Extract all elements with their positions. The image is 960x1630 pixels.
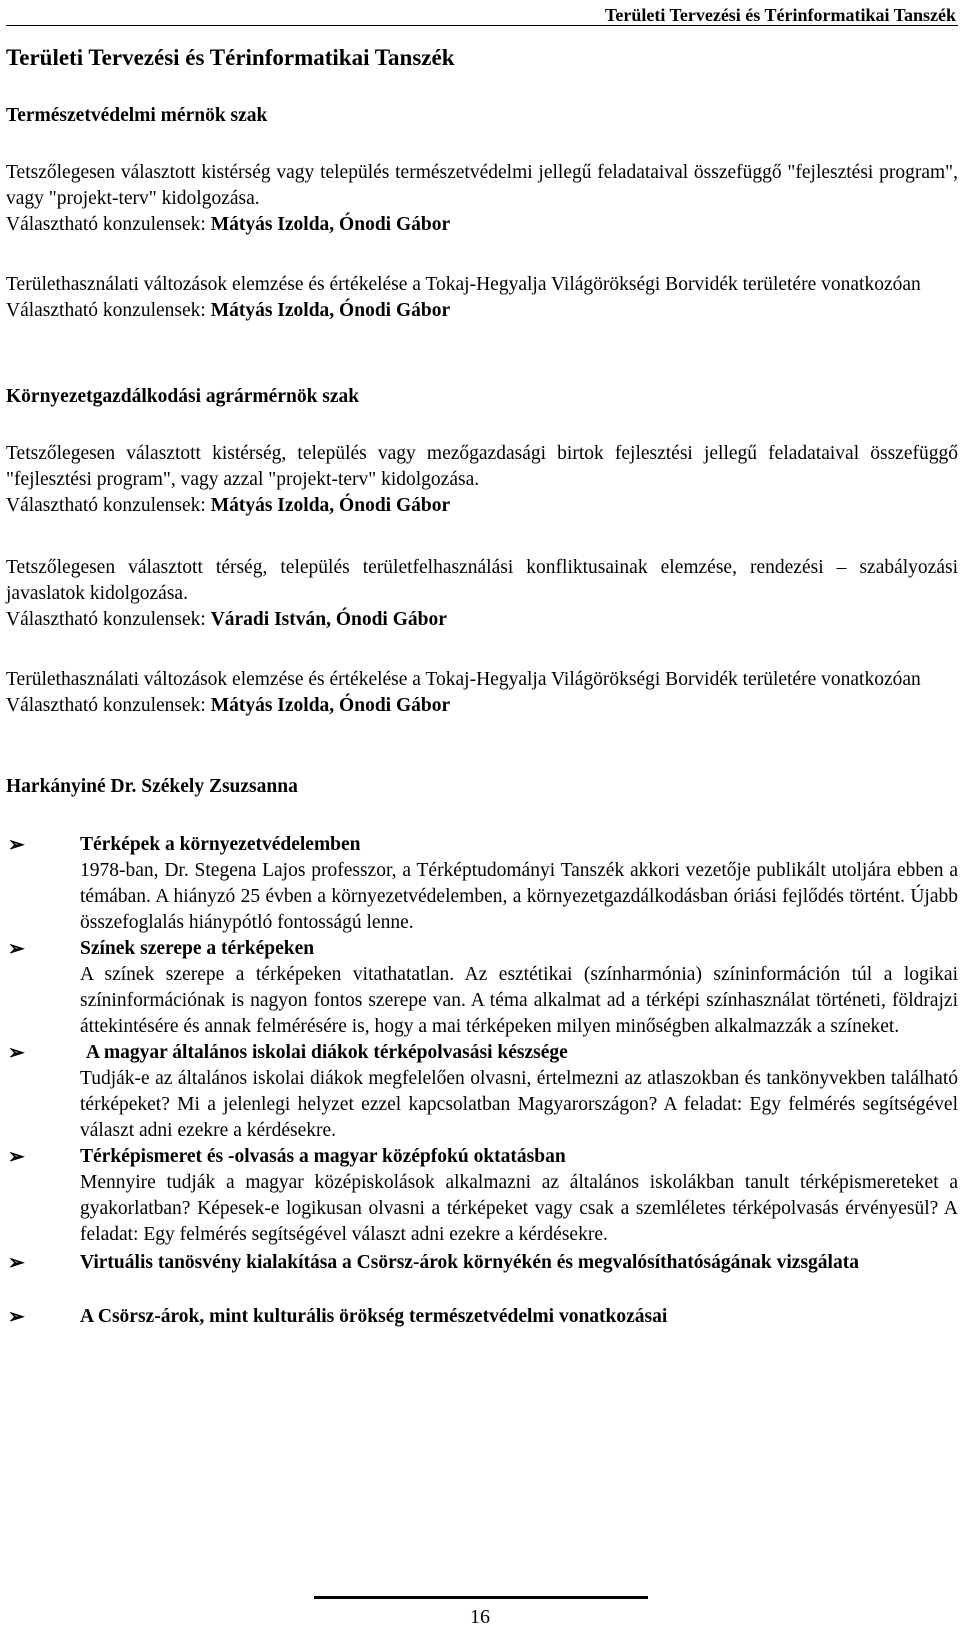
major-heading-1 xyxy=(6,103,958,129)
consultants-label: Választható konzulensek: xyxy=(6,695,211,716)
topic-text: Tetszőlegesen választott kistérség vagy település természetvédelmi jellegű feladataival összefüggő "fejlesztési program", vagy "projekt-terv" kidolgozása. xyxy=(6,162,958,209)
topic-text: Területhasználati változások elemzése és értékelése a Tokaj-Hegyalja Világörökségi Borvidék területére vonatkozóan xyxy=(6,669,921,690)
page-number: 16 xyxy=(470,1606,490,1628)
bullet-title: Virtuális tanösvény kialakítása a Csörsz-árok környékén és megvalósíthatóságának vizsgálata xyxy=(80,1252,859,1273)
consultants-line xyxy=(6,298,958,324)
topic-5 xyxy=(6,667,958,719)
arrow-bullet-icon: ➢ xyxy=(8,1252,25,1274)
consultants-names: Mátyás Izolda, Ónodi Gábor xyxy=(210,214,451,235)
arrow-bullet-icon: ➢ xyxy=(8,834,25,856)
major-heading-2 xyxy=(6,384,958,410)
consultants-names: Mátyás Izolda, Ónodi Gábor xyxy=(210,495,451,516)
bullet-title: Térképek a környezetvédelemben xyxy=(80,834,361,855)
bullet-item xyxy=(6,1040,958,1144)
consultants-label: Választható konzulensek: xyxy=(6,495,211,516)
bullet-item xyxy=(6,1304,958,1330)
consultants-label: Választható konzulensek: xyxy=(6,609,211,630)
bullet-body: A színek szerepe a térképeken vitathatatlan. Az esztétikai (színharmónia) színinformáción túl a logikai színinformációnak is nagyon fontos szerepe van. A téma alkalmat ad a térképi színhasználat történeti, földrajzi áttekintésére és annak felmérésére is, hogy a mai térképeken milyen minőségben alkalmazzák a színeket. xyxy=(80,964,958,1037)
arrow-bullet-icon: ➢ xyxy=(8,1042,25,1064)
running-header: Területi Tervezési és Térinformatikai Tanszék xyxy=(605,5,956,25)
bullet-item xyxy=(6,1144,958,1248)
bullet-body: 1978-ban, Dr. Stegena Lajos professzor, a Térképtudományi Tanszék akkori vezetője publikált utoljára ebben a témában. A hiányzó 25 évben a környezetvédelemben, a környezetgazdálkodásban óriási fejlődés történt. Újabb összefoglalás hiánypótló fontosságú lenne. xyxy=(80,860,958,933)
consultants-line xyxy=(6,493,958,519)
consultants-names: Mátyás Izolda, Ónodi Gábor xyxy=(210,695,451,716)
topic-3 xyxy=(6,441,958,519)
topic-bullet-list xyxy=(6,832,958,1330)
header-rule xyxy=(6,25,958,26)
bullet-item xyxy=(6,1250,958,1276)
topic-1 xyxy=(6,160,958,238)
consultants-line xyxy=(6,607,958,633)
consultants-label: Választható konzulensek: xyxy=(6,300,211,321)
consultants-line xyxy=(6,212,958,238)
topic-2 xyxy=(6,272,958,324)
bullet-title: A Csörsz-árok, mint kulturális örökség természetvédelmi vonatkozásai xyxy=(80,1306,668,1327)
footer-rule xyxy=(314,1596,648,1599)
person-heading: Harkányiné Dr. Székely Zsuzsanna xyxy=(6,776,298,797)
bullet-title: Térképismeret és -olvasás a magyar középfokú oktatásban xyxy=(80,1146,566,1167)
page-title: Területi Tervezési és Térinformatikai Tanszék xyxy=(6,45,455,70)
consultants-line xyxy=(6,693,958,719)
consultants-label: Választható konzulensek: xyxy=(6,214,211,235)
arrow-bullet-icon: ➢ xyxy=(8,1306,25,1328)
bullet-title: A magyar általános iskolai diákok térképolvasási készsége xyxy=(86,1042,568,1063)
major-heading-text: Természetvédelmi mérnök szak xyxy=(6,105,268,126)
bullet-item xyxy=(6,832,958,936)
arrow-bullet-icon: ➢ xyxy=(8,938,25,960)
topic-text: Területhasználati változások elemzése és értékelése a Tokaj-Hegyalja Világörökségi Borvidék területére vonatkozóan xyxy=(6,274,921,295)
topic-4 xyxy=(6,555,958,633)
arrow-bullet-icon: ➢ xyxy=(8,1146,25,1168)
bullet-body: Mennyire tudják a magyar középiskolások alkalmazni az általános iskolákban tanult térképismereteket a gyakorlatban? Képesek-e logikusan olvasni a térképeket vagy csak a szemléletes térképolvasás érvényesül? A feladat: Egy felmérés segítségével választ adni ezekre a kérdésekre. xyxy=(80,1172,958,1245)
consultants-names: Váradi István, Ónodi Gábor xyxy=(210,609,447,630)
bullet-item xyxy=(6,936,958,1040)
major-heading-text: Környezetgazdálkodási agrármérnök szak xyxy=(6,386,360,407)
bullet-title: Színek szerepe a térképeken xyxy=(80,938,315,959)
topic-text: Tetszőlegesen választott térség, település területfelhasználási konfliktusainak elemzése, rendezési – szabályozási javaslatok kidolgozása. xyxy=(6,557,958,604)
consultants-names: Mátyás Izolda, Ónodi Gábor xyxy=(210,300,451,321)
bullet-body: Tudják-e az általános iskolai diákok megfelelően olvasni, értelmezni az atlaszokban és tankönyvekben található térképeket? Mi a jelenlegi helyzet ezzel kapcsolatban Magyarországon? A feladat: Egy felmérés segítségével választ adni ezekre a kérdésekre. xyxy=(80,1068,958,1141)
topic-text: Tetszőlegesen választott kistérség, település vagy mezőgazdasági birtok fejlesztési jellegű feladataival összefüggő "fejlesztési program", vagy azzal "projekt-terv" kidolgozása. xyxy=(6,443,958,490)
